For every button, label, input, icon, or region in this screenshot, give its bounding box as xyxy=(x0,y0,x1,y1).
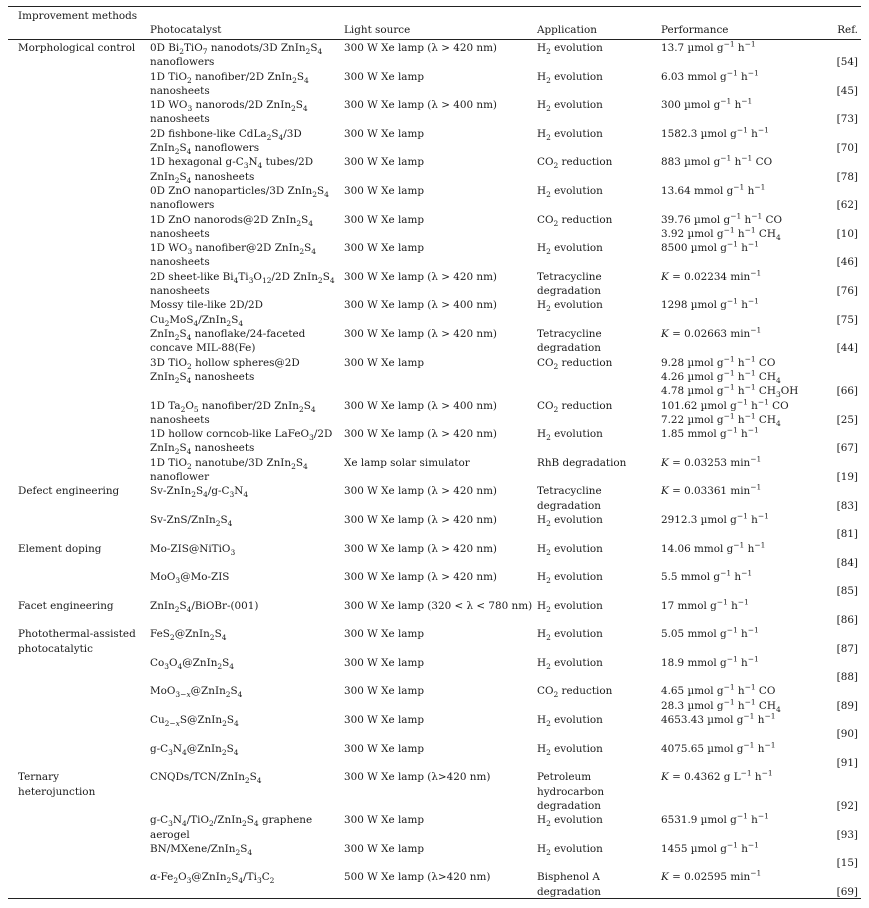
cell-photocatalyst: 1D hexagonal $g-C_3N_4$ tubes/2D $ZnIn_2S_4$ nanosheets xyxy=(150,156,314,185)
cell-ref: [83] xyxy=(836,499,858,512)
cell-performance xyxy=(661,127,769,141)
cell-light-source: 300 W Xe lamp (λ > 420 nm) xyxy=(344,571,497,584)
cell-application: $H_2$ evolution xyxy=(537,127,603,142)
cell-ref: [73] xyxy=(836,113,858,126)
cell-performance xyxy=(661,98,752,112)
performance-line: 13.7 µmol $g^{-1}$ $h^{-1}$ xyxy=(661,39,756,54)
performance-line: K = 0.03253 $\min^{-1}$ xyxy=(661,454,762,469)
cell-application: $H_2$ evolution xyxy=(537,513,603,528)
cell-photocatalyst: 2D fishbone-like $CdLa_2S_4/3D$ $ZnIn_2S_4$ nanoflowers xyxy=(150,127,302,157)
cell-light-source: 300 W Xe lamp xyxy=(344,242,424,255)
cell-performance xyxy=(661,656,759,670)
cell-ref: [45] xyxy=(836,84,858,97)
cell-ref: [66] xyxy=(836,385,858,398)
cell-light-source: 300 W Xe lamp (λ > 400 nm) xyxy=(344,299,497,312)
cell-light-source: 300 W Xe lamp (λ > 420 nm) xyxy=(344,327,497,340)
cell-method: Morphological control xyxy=(18,42,136,54)
cell-light-source: 300 W Xe lamp (320 < λ < 780 nm) xyxy=(344,599,533,612)
cell-light-source: 300 W Xe lamp xyxy=(344,70,424,83)
table-row xyxy=(8,712,861,741)
cell-photocatalyst: $Co_3O_4@ZnIn_2S_4$ xyxy=(150,656,235,671)
cell-photocatalyst: $ZnIn_2S_4$ nanoflake/24-faceted concave MIL-88(Fe) xyxy=(150,327,306,355)
cell-photocatalyst: $g-C_3N_4/TiO_2/ZnIn_2S_4$ graphene aerogel xyxy=(150,814,313,841)
cell-application: $H_2$ evolution xyxy=(537,428,603,443)
cell-ref: [62] xyxy=(836,199,858,212)
cell-light-source: 300 W Xe lamp xyxy=(344,685,424,698)
cell-light-source: 300 W Xe lamp xyxy=(344,842,424,855)
performance-line: K = 0.03361 $\min^{-1}$ xyxy=(661,482,762,498)
table-row xyxy=(8,355,861,398)
cell-application: Tetracycline degradation xyxy=(537,327,602,355)
cell-photocatalyst: 3D TiO$_2$ hollow spheres@2D $ZnIn_2S_4$ nanosheets xyxy=(150,356,300,385)
performance-line: 4.65 µmol $g^{-1}$ $h^{-1}$ CO xyxy=(661,683,776,698)
cell-performance xyxy=(661,599,749,613)
table-row xyxy=(8,769,861,812)
cell-photocatalyst: $Cu_{2-x}S@ZnIn_2S_4$ xyxy=(150,714,239,729)
cell-photocatalyst: $g-C_3N_4@ZnIn_2S_4$ xyxy=(150,742,239,757)
table-row xyxy=(8,812,861,841)
cell-performance xyxy=(661,484,761,498)
cell-application: $CO_2$ reduction xyxy=(537,213,613,228)
performance-line: 4075.65 µmol $g^{-1}$ $h^{-1}$ xyxy=(661,740,776,755)
table-row xyxy=(8,240,861,269)
cell-light-source: 300 W Xe lamp (λ > 420 nm) xyxy=(344,485,497,498)
performance-line: 1.85 mmol $g^{-1}$ $h^{-1}$ xyxy=(661,425,759,441)
cell-application: $H_2$ evolution xyxy=(537,842,603,857)
table-row xyxy=(8,512,861,541)
cell-light-source: 500 W Xe lamp (λ>420 nm) xyxy=(344,871,491,884)
cell-performance xyxy=(661,456,761,470)
cell-light-source: 300 W Xe lamp xyxy=(344,184,424,197)
cell-light-source: 300 W Xe lamp (λ > 420 nm) xyxy=(344,513,497,526)
table-header xyxy=(8,7,861,39)
cell-performance xyxy=(661,513,769,527)
cell-light-source: 300 W Xe lamp xyxy=(344,628,424,641)
table-row xyxy=(8,741,861,770)
cell-light-source: 300 W Xe lamp (λ > 420 nm) xyxy=(344,270,497,283)
cell-ref: [92] xyxy=(836,799,858,812)
cell-light-source: 300 W Xe lamp xyxy=(344,213,424,226)
table-row xyxy=(8,297,861,326)
performance-line: 6.03 mmol $g^{-1}$ $h^{-1}$ xyxy=(661,68,759,83)
cell-performance xyxy=(661,41,756,55)
cell-application: $H_2$ evolution xyxy=(537,99,603,114)
cell-performance xyxy=(661,213,782,242)
cell-ref: [84] xyxy=(836,556,858,569)
cell-performance xyxy=(661,870,761,884)
table-row xyxy=(8,483,861,512)
cell-photocatalyst: $\alpha-Fe_2O_3@ZnIn_2S_4/Ti_3C_2$ xyxy=(150,871,275,886)
cell-ref: [78] xyxy=(836,170,858,183)
table-row xyxy=(8,326,861,355)
cell-performance xyxy=(661,542,765,556)
cell-performance xyxy=(661,627,759,641)
cell-light-source: 300 W Xe lamp (λ > 420 nm) xyxy=(344,42,497,54)
cell-photocatalyst: 0D ZnO nanoparticles/3D $ZnIn_2S_4$ nanoflowers xyxy=(150,184,329,212)
cell-method: Element doping xyxy=(18,542,102,555)
cell-application: $H_2$ evolution xyxy=(537,299,603,314)
cell-application: $H_2$ evolution xyxy=(537,599,603,614)
cell-application: RhB degradation xyxy=(537,456,627,469)
performance-line: 14.06 mmol $g^{-1}$ $h^{-1}$ xyxy=(661,540,766,555)
performance-line: 17 mmol $g^{-1}$ $h^{-1}$ xyxy=(661,597,749,612)
cell-ref: [87] xyxy=(836,642,858,655)
performance-line: 1582.3 µmol $g^{-1}$ $h^{-1}$ xyxy=(661,125,769,140)
cell-ref: [86] xyxy=(836,613,858,626)
cell-photocatalyst: 1D $Ta_2O_5$ nanofiber/2D $ZnIn_2S_4$ nanosheets xyxy=(150,399,316,426)
cell-application: $H_2$ evolution xyxy=(537,714,603,729)
table-row xyxy=(8,398,861,427)
cell-performance xyxy=(661,155,772,169)
cell-light-source: 300 W Xe lamp xyxy=(344,156,424,169)
table-row xyxy=(8,426,861,455)
performance-line: 1298 µmol $g^{-1}$ $h^{-1}$ xyxy=(661,296,759,312)
cell-performance xyxy=(661,842,759,856)
cell-light-source: 300 W Xe lamp (λ>420 nm) xyxy=(344,771,491,784)
cell-ref: [44] xyxy=(836,342,858,355)
header-methods: Improvement methods xyxy=(18,10,138,22)
cell-photocatalyst: $Sv-ZnIn_2S_4/g-C_3N_4$ xyxy=(150,485,249,500)
cell-application: $H_2$ evolution xyxy=(537,542,603,557)
cell-photocatalyst: Mo-ZIS@NiTiO$_3$ xyxy=(150,542,236,557)
cell-performance xyxy=(661,427,759,441)
cell-ref: [75] xyxy=(836,313,858,326)
cell-photocatalyst: 1D $WO_3$ nanorods/2D $ZnIn_2S_4$ nanosheets xyxy=(150,99,308,126)
cell-application: Tetracycline degradation xyxy=(537,485,602,512)
cell-performance xyxy=(661,270,761,284)
cell-photocatalyst: 2D sheet-like $Bi_4Ti_3O_{12}/2D$ $ZnIn_2S_4$ nanosheets xyxy=(150,270,335,298)
cell-method: Photothermal-assisted photocatalytic xyxy=(18,628,136,655)
cell-photocatalyst: 1D TiO$_2$ nanotube/3D $ZnIn_2S_4$ nanoflower xyxy=(150,456,308,484)
cell-light-source: 300 W Xe lamp xyxy=(344,742,424,755)
cell-method: Ternary heterojunction xyxy=(18,771,96,798)
table-row xyxy=(8,40,861,69)
cell-light-source: 300 W Xe lamp (λ > 400 nm) xyxy=(344,399,497,412)
cell-performance xyxy=(661,770,773,784)
cell-photocatalyst: Mossy tile-like 2D/2D $Cu_2MoS_4/ZnIn_2S_4$ xyxy=(150,299,263,328)
cell-application: $H_2$ evolution xyxy=(537,814,603,829)
cell-application: $H_2$ evolution xyxy=(537,42,603,57)
table-row xyxy=(8,455,861,484)
cell-ref: [15] xyxy=(836,857,858,870)
cell-ref: [89] xyxy=(836,699,858,712)
cell-photocatalyst: 1D TiO$_2$ nanofiber/2D $ZnIn_2S_4$ nanosheets xyxy=(150,70,309,97)
cell-ref: [10] xyxy=(836,227,858,240)
performance-line: 39.76 µmol $g^{-1}$ $h^{-1}$ CO xyxy=(661,211,783,226)
cell-photocatalyst: MoO$_3$@Mo-ZIS xyxy=(150,571,230,586)
performance-line: 1455 µmol $g^{-1}$ $h^{-1}$ xyxy=(661,840,759,855)
performance-line: 18.9 mmol $g^{-1}$ $h^{-1}$ xyxy=(661,654,759,669)
cell-application: $CO_2$ reduction xyxy=(537,399,613,414)
cell-application: $CO_2$ reduction xyxy=(537,156,613,171)
cell-performance xyxy=(661,399,789,428)
cell-application: $H_2$ evolution xyxy=(537,656,603,671)
cell-light-source: 300 W Xe lamp (λ > 420 nm) xyxy=(344,542,497,555)
performance-line: 8500 µmol $g^{-1}$ $h^{-1}$ xyxy=(661,239,759,255)
performance-line: 4653.43 µmol $g^{-1}$ $h^{-1}$ xyxy=(661,711,776,727)
table-row xyxy=(8,841,861,870)
table-row xyxy=(8,183,861,212)
cell-performance xyxy=(661,327,761,341)
cell-performance xyxy=(661,570,752,584)
table-row xyxy=(8,869,861,898)
cell-performance xyxy=(661,742,775,756)
cell-performance xyxy=(661,356,798,399)
table-row xyxy=(8,126,861,155)
cell-method: Defect engineering xyxy=(18,485,120,498)
comparison-table xyxy=(8,6,861,899)
performance-line: 13.64 mmol $g^{-1}$ $h^{-1}$ xyxy=(661,182,766,197)
table-row xyxy=(8,569,861,598)
cell-light-source: 300 W Xe lamp (λ > 420 nm) xyxy=(344,428,497,441)
cell-photocatalyst: CNQDs/$TCN/ZnIn_2S_4$ xyxy=(150,771,262,786)
cell-photocatalyst: $BN/MXene/ZnIn_2S_4$ xyxy=(150,842,253,857)
table-row xyxy=(8,626,861,655)
cell-ref: [90] xyxy=(836,728,858,741)
cell-light-source: 300 W Xe lamp (λ > 400 nm) xyxy=(344,99,497,112)
table-row xyxy=(8,655,861,684)
cell-light-source: 300 W Xe lamp xyxy=(344,356,424,369)
cell-ref: [93] xyxy=(836,828,858,841)
cell-application: $H_2$ evolution xyxy=(537,184,603,200)
cell-performance xyxy=(661,813,769,827)
cell-application: Tetracycline degradation xyxy=(537,270,602,298)
cell-photocatalyst: 1D hollow corncob-like LaFeO$_3$/2D $ZnIn_2S_4$ nanosheets xyxy=(150,428,333,457)
cell-application: $H_2$ evolution xyxy=(537,571,603,586)
cell-photocatalyst: $FeS_2@ZnIn_2S_4$ xyxy=(150,628,227,643)
cell-ref: [85] xyxy=(836,585,858,598)
cell-ref: [69] xyxy=(836,885,858,898)
cell-ref: [25] xyxy=(836,413,858,426)
performance-line: 9.28 µmol $g^{-1}$ $h^{-1}$ CO xyxy=(661,354,776,369)
cell-method: Facet engineering xyxy=(18,599,114,612)
table-row xyxy=(8,154,861,183)
performance-line: 883 µmol $g^{-1}$ $h^{-1}$ CO xyxy=(661,153,773,169)
cell-application: $H_2$ evolution xyxy=(537,70,603,85)
performance-line: 28.3 µmol $g^{-1}$ $h^{-1}$ $CH_4$ xyxy=(661,697,781,714)
performance-line: 101.62 µmol $g^{-1}$ $h^{-1}$ CO xyxy=(661,397,789,412)
header-photocatalyst: Photocatalyst xyxy=(150,24,222,36)
cell-application: $H_2$ evolution xyxy=(537,742,603,757)
cell-photocatalyst: 1D ZnO nanorods@2D $ZnIn_2S_4$ nanosheets xyxy=(150,213,314,240)
table-row xyxy=(8,269,861,298)
cell-ref: [54] xyxy=(836,56,858,69)
cell-light-source: 300 W Xe lamp xyxy=(344,814,424,827)
table-row xyxy=(8,541,861,570)
cell-application: Bisphenol A degradation xyxy=(537,871,601,898)
table-row xyxy=(8,69,861,98)
header-ref: Ref. xyxy=(837,24,858,36)
cell-ref: [91] xyxy=(836,756,858,769)
performance-line: K = 0.02595 $\min^{-1}$ xyxy=(661,868,762,884)
cell-ref: [19] xyxy=(836,471,858,484)
header-light-source: Light source xyxy=(344,24,411,36)
table-body xyxy=(8,40,861,898)
cell-application: $H_2$ evolution xyxy=(537,628,603,643)
table-row xyxy=(8,598,861,627)
cell-application: $CO_2$ reduction xyxy=(537,685,613,700)
cell-application: $H_2$ evolution xyxy=(537,242,603,257)
bottom-rule xyxy=(8,898,861,899)
cell-ref: [46] xyxy=(836,256,858,269)
table-row xyxy=(8,97,861,126)
cell-performance xyxy=(661,70,759,84)
performance-line: K = 0.4362 g $L^{-1}$ $h^{-1}$ xyxy=(661,768,773,784)
table-row xyxy=(8,212,861,241)
cell-application: $CO_2$ reduction xyxy=(537,356,613,371)
cell-ref: [67] xyxy=(836,442,858,455)
cell-ref: [81] xyxy=(836,528,858,541)
performance-line: 6531.9 µmol $g^{-1}$ $h^{-1}$ xyxy=(661,811,769,827)
cell-performance xyxy=(661,298,759,312)
cell-photocatalyst: 0D $Bi_2TiO_7$ nanodots/3D $ZnIn_2S_4$ nanoflowers xyxy=(150,42,323,69)
table-row xyxy=(8,683,861,712)
performance-line: 4.26 µmol $g^{-1}$ $h^{-1}$ $CH_4$ xyxy=(661,368,781,385)
performance-line: 5.05 mmol $g^{-1}$ $h^{-1}$ xyxy=(661,625,759,641)
cell-ref: [70] xyxy=(836,142,858,155)
performance-line: 300 µmol $g^{-1}$ $h^{-1}$ xyxy=(661,96,753,112)
cell-photocatalyst: $Sv-ZnS/ZnIn_2S_4$ xyxy=(150,513,233,528)
header-performance: Performance xyxy=(661,24,729,36)
cell-light-source: 300 W Xe lamp xyxy=(344,127,424,140)
cell-photocatalyst: 1D $WO_3$ nanofiber@2D $ZnIn_2S_4$ nanosheets xyxy=(150,242,317,269)
cell-ref: [76] xyxy=(836,285,858,298)
cell-light-source: 300 W Xe lamp xyxy=(344,714,424,727)
cell-application: Petroleum hydrocarbon degradation xyxy=(537,771,605,812)
performance-line: 7.22 µmol $g^{-1}$ $h^{-1}$ $CH_4$ xyxy=(661,411,781,428)
cell-light-source: Xe lamp solar simulator xyxy=(344,456,470,469)
cell-performance xyxy=(661,184,765,198)
performance-line: 5.5 mmol $g^{-1}$ $h^{-1}$ xyxy=(661,568,753,584)
cell-performance xyxy=(661,241,759,255)
header-application: Application xyxy=(537,24,597,36)
cell-light-source: 300 W Xe lamp xyxy=(344,656,424,669)
performance-line: 4.78 µmol $g^{-1}$ $h^{-1}$ $CH_3OH$ xyxy=(661,382,799,400)
cell-photocatalyst: $ZnIn_2S_4/BiOBr-(001)$ xyxy=(150,599,259,614)
performance-line: K = 0.02663 $\min^{-1}$ xyxy=(661,325,762,340)
cell-photocatalyst: $MoO_{3-x}@ZnIn_2S_4$ xyxy=(150,685,243,700)
cell-performance xyxy=(661,713,775,727)
performance-line: 2912.3 µmol $g^{-1}$ $h^{-1}$ xyxy=(661,511,769,526)
cell-performance xyxy=(661,684,781,713)
performance-line: 3.92 µmol $g^{-1}$ $h^{-1}$ $CH_4$ xyxy=(661,225,781,242)
cell-ref: [88] xyxy=(836,671,858,684)
performance-line: K = 0.02234 $\min^{-1}$ xyxy=(661,268,762,283)
